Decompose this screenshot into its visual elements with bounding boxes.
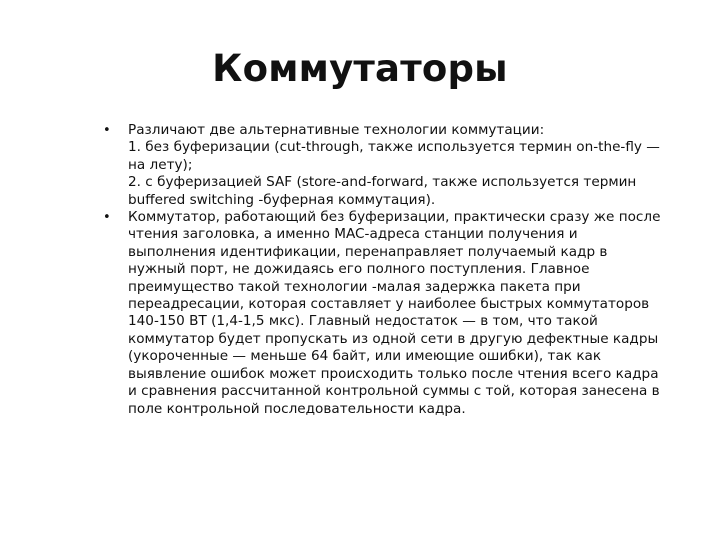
text-line: выполнения идентификации, перенаправляет получаемый кадр в — [128, 243, 608, 260]
text-line: чтения заголовка, а именно MAC-адреса станции получения и — [128, 226, 578, 243]
text-line: поле контрольной последовательности кадра. — [128, 400, 466, 417]
text-line: 140-150 ВТ (1,4-1,5 мкс). Главный недостаток — в том, что такой — [128, 313, 598, 330]
text-line: (укороченные — меньше 64 байт, или имеющие ошибки), так как — [128, 348, 602, 365]
bullet-text-technologies — [128, 122, 688, 209]
text-line: на лету); — [128, 156, 193, 173]
text-line: 2. с буферизацией SAF (store-and-forward, также используется термин — [128, 174, 637, 191]
bullet-item-cut-through — [100, 209, 700, 418]
text-line: Различают две альтернативные технологии коммутации: — [128, 122, 545, 138]
bullet-item-technologies — [100, 122, 700, 209]
text-line: 1. без буферизации (cut-through, также используется термин on-the-fly — — [128, 139, 660, 156]
text-line: и сравнения рассчитанной контрольной суммы с той, которая занесена в — [128, 383, 660, 400]
bullet-dot: • — [103, 210, 111, 226]
bullet-dot: • — [103, 123, 111, 138]
text-line: переадресации, которая составляет у наиболее быстрых коммутаторов — [128, 296, 650, 313]
text-line: коммутатор будет пропускать из одной сети в другую дефектные кадры — [128, 330, 659, 347]
slide-title: Коммутаторы — [212, 47, 508, 90]
bullet-text-cut-through — [128, 209, 688, 418]
text-line: buffered switching -буферная коммутация). — [128, 191, 436, 208]
text-line: преимущество такой технологии -малая задержка пакета при — [128, 278, 581, 295]
bullet-list — [100, 122, 700, 418]
text-line: нужный порт, не дожидаясь его полного поступления. Главное — [128, 261, 590, 278]
text-line: выявление ошибок может происходить только после чтения всего кадра — [128, 365, 659, 382]
text-line: Коммутатор, работающий без буферизации, практически сразу же после — [128, 209, 661, 226]
